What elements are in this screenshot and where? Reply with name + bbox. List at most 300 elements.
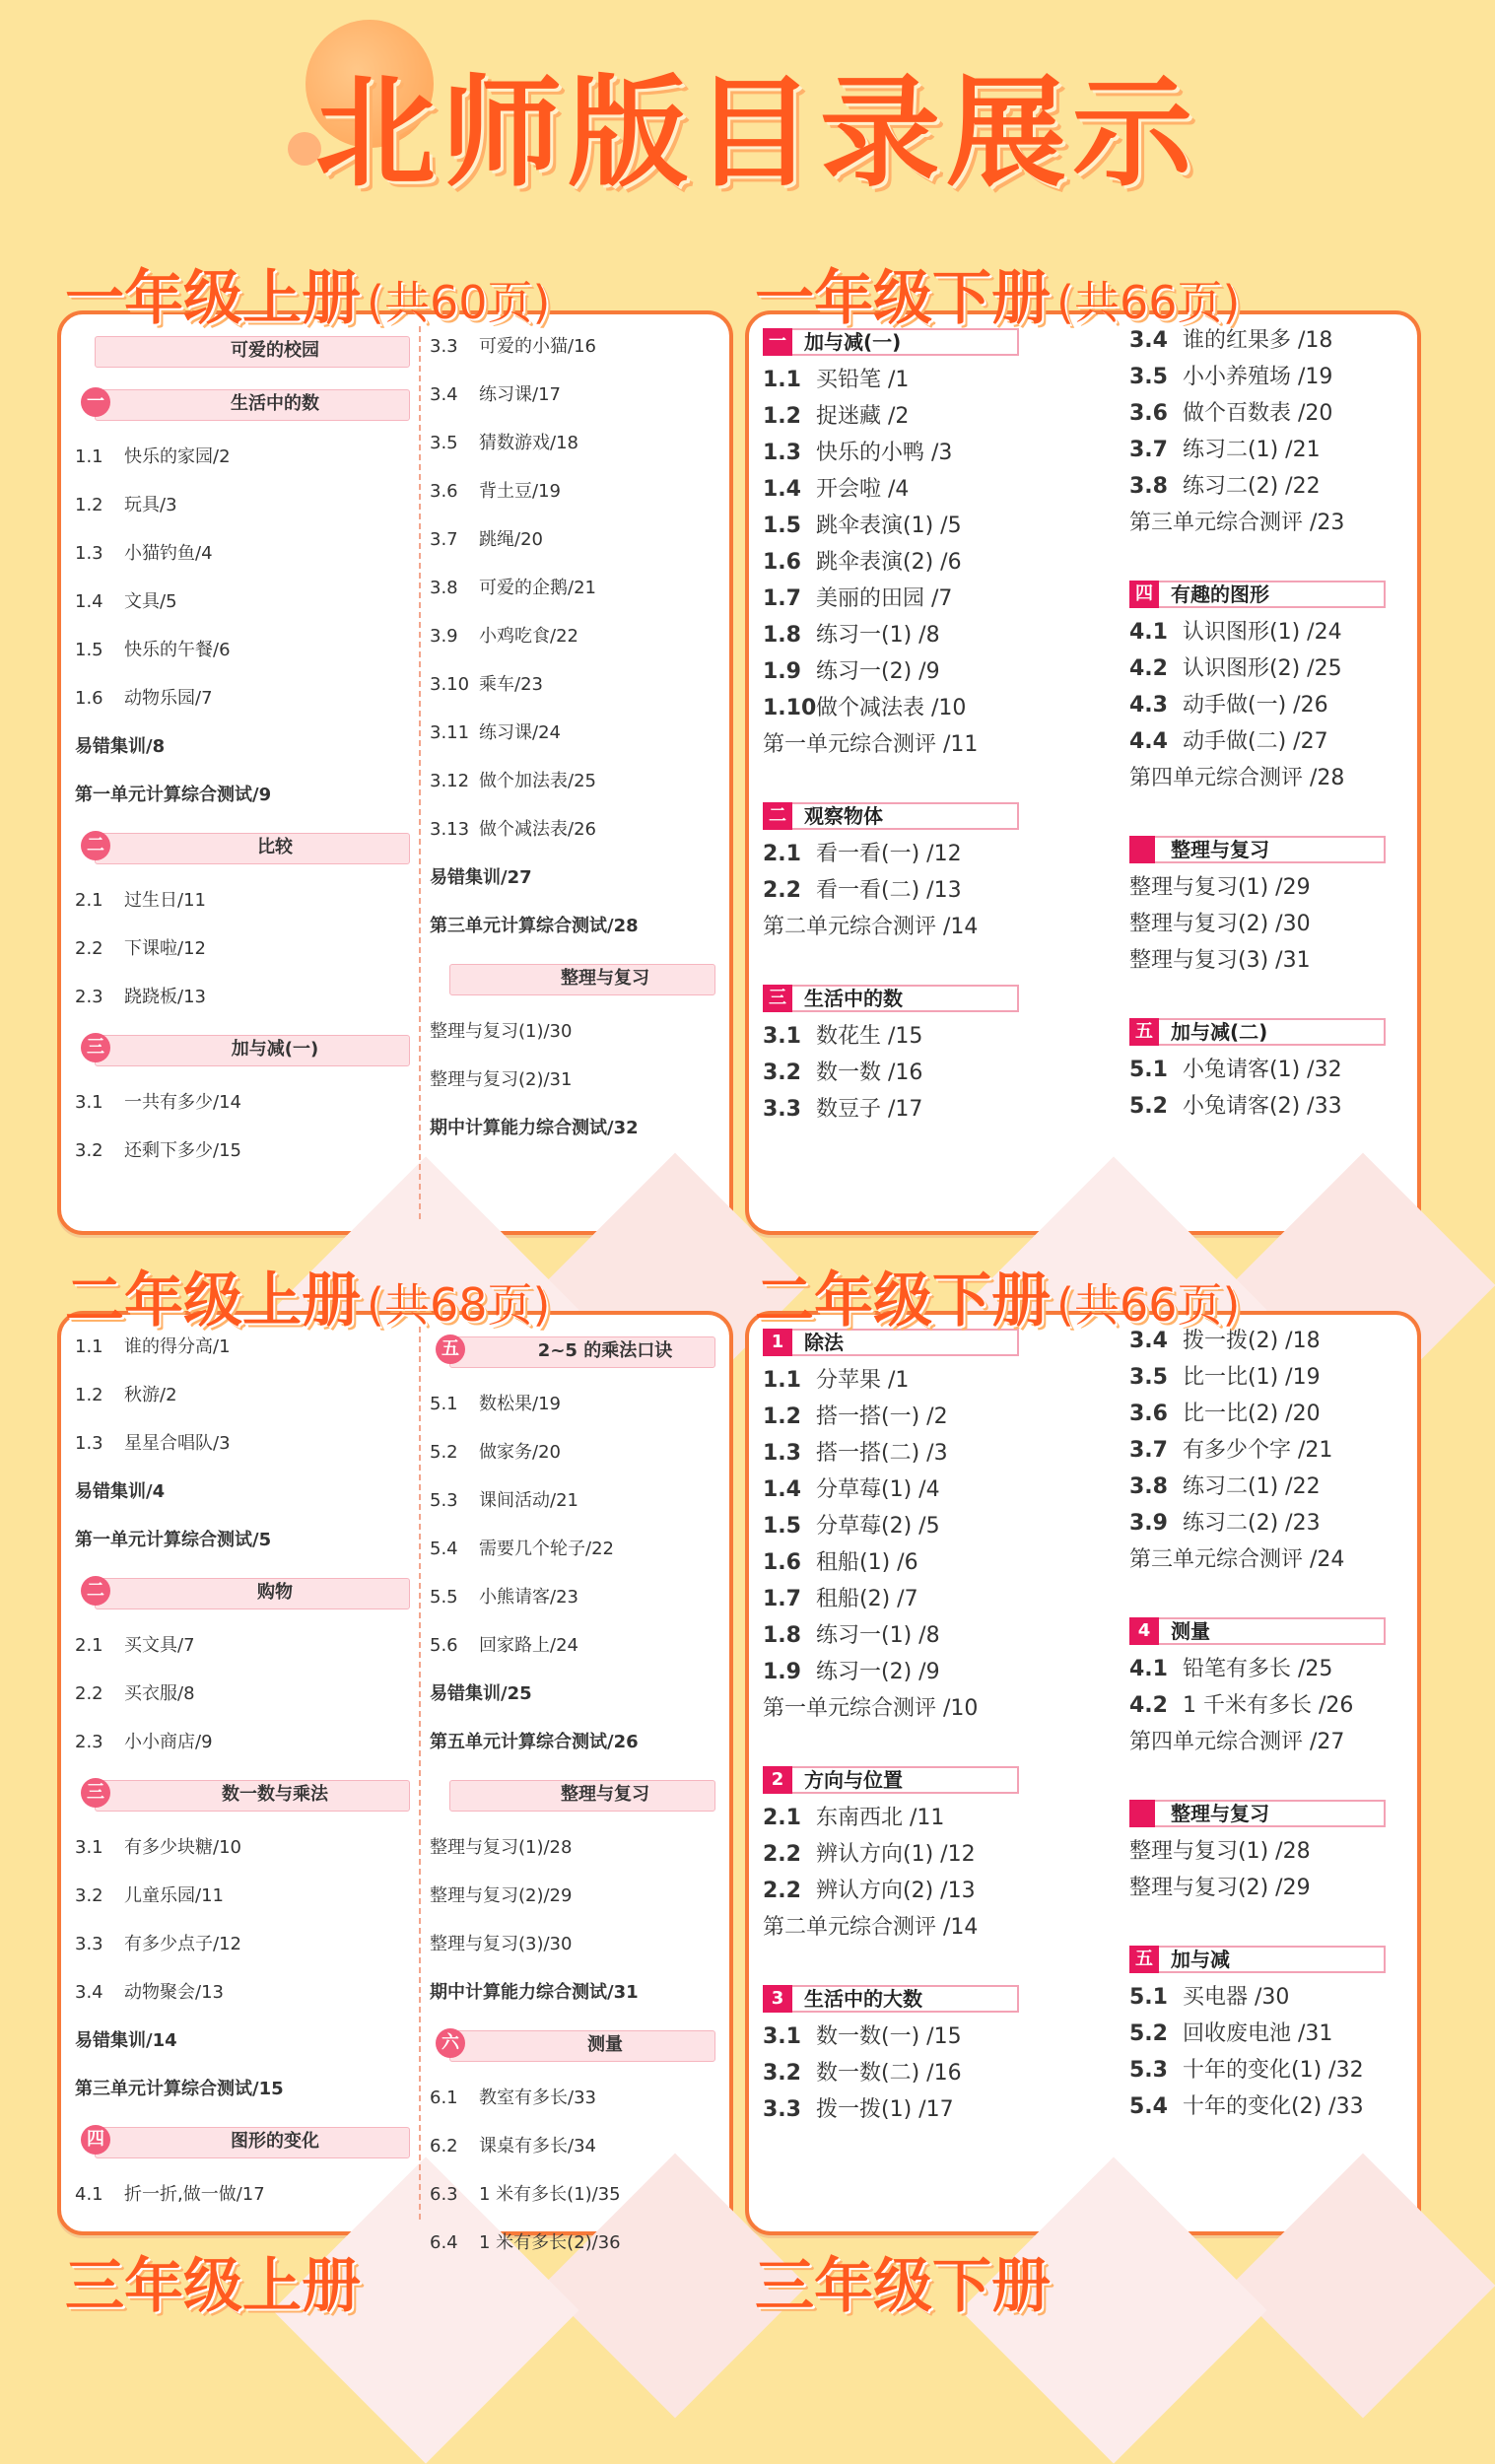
toc-entry (75, 1872, 410, 1920)
lesson-title-page: 数一数 /16 (816, 1061, 923, 1085)
toc-entry (1129, 1724, 1405, 1760)
lesson-number: 1.3 (75, 1433, 103, 1454)
toc-entry (763, 581, 1118, 617)
lesson-number: 1.10 (763, 696, 817, 720)
lesson-title-page: 玩具/3 (124, 495, 177, 515)
panel-title-text: 一年级下册 (755, 264, 1051, 333)
toc-entry (430, 1476, 715, 1525)
toc-entry (763, 909, 1118, 945)
unit-header (763, 1764, 1019, 1794)
toc-entry (75, 1468, 410, 1516)
lesson-title-page: 买衣服/8 (124, 1683, 195, 1704)
panel-page-count: (共68页) (367, 1278, 551, 1332)
unit-header-bar (763, 802, 1019, 830)
lesson-title-page: 第二单元综合测评 /14 (763, 915, 979, 939)
lesson-title-page: 整理与复习(2)/29 (430, 1885, 573, 1906)
panel-title-text: 二年级上册 (65, 1266, 361, 1335)
lesson-title-page: 跷跷板/13 (124, 987, 206, 1007)
lesson-title-page: 搭一搭(一) /2 (816, 1404, 948, 1429)
toc-entry (763, 1091, 1118, 1128)
toc-entry (763, 617, 1118, 653)
toc-entry (763, 1873, 1118, 1909)
toc-entry (430, 1968, 715, 2017)
toc-entry (1129, 614, 1405, 650)
panel-page-count: (共60页) (367, 276, 551, 329)
toc-entry (75, 1516, 410, 1564)
toc-entry (75, 529, 410, 578)
unit-number-badge: 1 (763, 1329, 792, 1356)
lesson-number: 2.1 (763, 1806, 801, 1830)
toc-entry (763, 1399, 1118, 1435)
lesson-title-page: 练习一(2) /9 (816, 1660, 940, 1684)
toc-entry (763, 435, 1118, 471)
unit-header (1129, 1798, 1386, 1827)
lesson-title-page: 第三单元计算综合测试/28 (430, 916, 639, 936)
lesson-number: 3.9 (1129, 1511, 1168, 1536)
lesson-number: 3.1 (763, 2024, 801, 2049)
lesson-number: 5.2 (430, 1442, 458, 1463)
toc-entry (430, 1872, 715, 1920)
lesson-title-page: 儿童乐园/11 (124, 1885, 224, 1906)
lesson-title-page: 易错集训/25 (430, 1683, 532, 1704)
lesson-number: 4.3 (1129, 693, 1168, 718)
toc-entry (763, 1018, 1118, 1055)
toc-entry (1129, 1979, 1405, 2016)
lesson-number: 3.6 (1129, 401, 1168, 426)
lesson-title-page: 第一单元计算综合测试/9 (75, 785, 272, 805)
unit-number-badge: 一 (81, 387, 110, 417)
lesson-number: 4.1 (1129, 1657, 1168, 1681)
toc-column-right (430, 322, 715, 1152)
lesson-number: 1.3 (763, 441, 801, 465)
lesson-title-page: 过生日/11 (124, 890, 206, 911)
toc-panel-grade1-vol2 (745, 310, 1421, 1235)
lesson-title-page: 易错集训/8 (75, 736, 166, 757)
lesson-number: 1.8 (763, 623, 801, 648)
page-title: 北师版目录展示 (315, 63, 1198, 203)
lesson-title-page: 看一看(一) /12 (816, 842, 962, 866)
lesson-title-page: 小兔请客(2) /33 (1183, 1094, 1342, 1119)
toc-entry (1129, 1833, 1405, 1870)
lesson-number: 5.5 (430, 1587, 458, 1608)
toc-entry (75, 876, 410, 924)
unit-number-badge: 二 (81, 1576, 110, 1606)
toc-entry (75, 2170, 410, 2219)
lesson-title-page: 租船(2) /7 (816, 1587, 918, 1611)
unit-title: 整理与复习 (1171, 838, 1269, 861)
lesson-title-page: 有多少块糖/10 (124, 1837, 241, 1858)
lesson-number: 2.2 (763, 1842, 801, 1867)
lesson-title-page: 小兔请客(1) /32 (1183, 1058, 1342, 1082)
toc-entry (75, 1621, 410, 1670)
toc-entry (1129, 1432, 1405, 1469)
lesson-number: 2.1 (75, 1635, 103, 1656)
lesson-number: 2.2 (75, 1683, 103, 1704)
lesson-title-page: 第三单元计算综合测试/15 (75, 2079, 284, 2099)
toc-entry (763, 1836, 1118, 1873)
unit-title: 整理与复习 (561, 1784, 649, 1805)
lesson-title-page: 买电器 /30 (1183, 1985, 1290, 2010)
lesson-title-page: 分草莓(2) /5 (816, 1514, 940, 1539)
unit-header (81, 381, 410, 429)
lesson-title-page: 1 千米有多长 /26 (1183, 1693, 1354, 1718)
lesson-title-page: 拨一拨(1) /17 (816, 2097, 954, 2122)
lesson-title-page: 东南西北 /11 (816, 1806, 945, 1830)
lesson-title-page: 折一折,做一做/17 (124, 2184, 265, 2205)
lesson-title-page: 一共有多少/14 (124, 1092, 241, 1113)
panel-page-count: (共66页) (1056, 1278, 1241, 1332)
toc-entry (1129, 760, 1405, 796)
lesson-number: 1.8 (763, 1623, 801, 1648)
lesson-title-page: 动物乐园/7 (124, 688, 213, 709)
lesson-number: 5.1 (1129, 1985, 1168, 2010)
lesson-title-page: 小小商店/9 (124, 1732, 213, 1752)
lesson-title-page: 第四单元综合测评 /27 (1129, 1730, 1345, 1754)
lesson-number: 3.3 (75, 1934, 103, 1954)
lesson-title-page: 期中计算能力综合测试/32 (430, 1118, 639, 1138)
unit-title: 整理与复习 (561, 968, 649, 989)
unit-title: 生活中的数 (804, 987, 903, 1010)
unit-number-badge: 4 (1129, 1617, 1159, 1645)
toc-entry (430, 612, 715, 660)
unit-header (436, 2022, 715, 2070)
toc-entry (1129, 2088, 1405, 2125)
toc-entry (430, 1428, 715, 1476)
toc-entry (75, 1127, 410, 1175)
unit-header (763, 800, 1019, 830)
lesson-number: 5.1 (430, 1394, 458, 1414)
lesson-number: 5.2 (1129, 2021, 1168, 2046)
lesson-title-page: 谁的得分高/1 (124, 1336, 231, 1357)
toc-entry (430, 1007, 715, 1056)
lesson-number: 1.2 (763, 404, 801, 429)
lesson-number: 3.8 (430, 578, 458, 598)
lesson-title-page: 还剩下多少/15 (124, 1140, 241, 1161)
unit-number-badge (1129, 1800, 1155, 1827)
lesson-title-page: 分苹果 /1 (816, 1368, 910, 1393)
unit-title: 图形的变化 (231, 2131, 319, 2152)
lesson-number: 1.2 (75, 495, 103, 515)
lesson-number: 4.1 (1129, 620, 1168, 645)
lesson-title-page: 练习二(2) /22 (1183, 474, 1321, 499)
toc-entry (430, 2074, 715, 2122)
unit-number-badge: 五 (1129, 1018, 1159, 1046)
toc-entry (1129, 1651, 1405, 1687)
lesson-number: 3.5 (1129, 365, 1168, 389)
unit-header (81, 1027, 410, 1074)
lesson-title-page: 跳伞表演(2) /6 (816, 550, 962, 575)
toc-entry (75, 1718, 410, 1766)
toc-entry (763, 1544, 1118, 1581)
lesson-number: 1.5 (763, 1514, 801, 1539)
lesson-title-page: 数松果/19 (479, 1394, 561, 1414)
lesson-number: 4.2 (1129, 1693, 1168, 1718)
unit-title: 测量 (1171, 1619, 1210, 1643)
unit-title: 加与减(一) (231, 1039, 319, 1060)
unit-number-badge: 三 (763, 985, 792, 1012)
lesson-title-page: 十年的变化(1) /32 (1183, 2058, 1364, 2083)
lesson-title-page: 动手做(二) /27 (1183, 729, 1328, 754)
toc-entry (75, 722, 410, 771)
toc-column-right (1129, 1323, 1405, 2125)
lesson-number: 1.4 (763, 477, 801, 502)
section-spacer (1129, 1578, 1405, 1611)
lesson-number: 3.1 (763, 1024, 801, 1049)
toc-entry (763, 726, 1118, 763)
lesson-number: 6.2 (430, 2136, 458, 2156)
lesson-title-page: 小熊请客/23 (479, 1587, 578, 1608)
lesson-number: 3.1 (75, 1837, 103, 1858)
toc-entry (1129, 723, 1405, 760)
lesson-number: 3.5 (430, 433, 458, 453)
toc-entry (430, 757, 715, 805)
lesson-title-page: 1 米有多长(2)/36 (479, 2232, 621, 2253)
lesson-number: 5.4 (430, 1539, 458, 1559)
panel-title-text: 二年级下册 (755, 1266, 1051, 1335)
lesson-title-page: 买铅笔 /1 (816, 368, 910, 392)
toc-entry (75, 1670, 410, 1718)
lesson-title-page: 整理与复习(1)/30 (430, 1021, 573, 1042)
lesson-title-page: 整理与复习(1) /28 (1129, 1839, 1311, 1864)
lesson-number: 5.4 (1129, 2094, 1168, 2119)
toc-entry (1129, 2016, 1405, 2052)
lesson-number: 3.6 (430, 481, 458, 502)
lesson-number: 1.6 (75, 688, 103, 709)
unit-header (81, 1570, 410, 1617)
unit-header (81, 2119, 410, 2166)
lesson-title-page: 快乐的小鸭 /3 (816, 441, 953, 465)
lesson-title-page: 跳绳/20 (479, 529, 543, 550)
unit-title: 加与减 (1171, 1948, 1230, 1971)
panel-title-grade3-vol2: 三年级下册 (755, 2252, 1051, 2321)
lesson-title-page: 开会啦 /4 (816, 477, 910, 502)
toc-entry (763, 1055, 1118, 1091)
toc-entry (1129, 869, 1405, 906)
lesson-number: 2.3 (75, 1732, 103, 1752)
toc-column-left (763, 322, 1118, 1128)
lesson-number: 3.7 (1129, 438, 1168, 462)
lesson-title-page: 小鸡吃食/22 (479, 626, 578, 647)
lesson-title-page: 整理与复习(1) /29 (1129, 875, 1311, 900)
toc-entry (430, 1104, 715, 1152)
lesson-title-page: 辨认方向(2) /13 (816, 1879, 976, 1903)
toc-entry (75, 481, 410, 529)
lesson-title-page: 数豆子 /17 (816, 1097, 923, 1122)
toc-entry (430, 1525, 715, 1573)
toc-entry (430, 2219, 715, 2267)
toc-entry (430, 2170, 715, 2219)
toc-entry (75, 1823, 410, 1872)
unit-number-badge: 3 (763, 1985, 792, 2013)
toc-entry (763, 508, 1118, 544)
toc-column-left (763, 1323, 1118, 2128)
lesson-number: 3.12 (430, 771, 470, 791)
lesson-number: 3.2 (75, 1885, 103, 1906)
lesson-number: 3.5 (1129, 1365, 1168, 1390)
toc-entry (430, 660, 715, 709)
lesson-title-page: 文具/5 (124, 591, 177, 612)
lesson-title-page: 动手做(一) /26 (1183, 693, 1328, 718)
panel-title-grade2-vol1 (65, 1266, 550, 1339)
lesson-title-page: 练习一(1) /8 (816, 623, 940, 648)
unit-header (81, 825, 410, 872)
lesson-title-page: 星星合唱队/3 (124, 1433, 231, 1454)
lesson-title-page: 整理与复习(2) /29 (1129, 1876, 1311, 1900)
lesson-title-page: 第三单元综合测评 /23 (1129, 511, 1345, 535)
lesson-number: 3.8 (1129, 1474, 1168, 1499)
unit-title: 方向与位置 (804, 1768, 903, 1792)
lesson-number: 1.1 (763, 1368, 801, 1393)
lesson-title-page: 比一比(1) /19 (1183, 1365, 1321, 1390)
lesson-title-page: 练习课/17 (479, 384, 561, 405)
lesson-number: 2.3 (75, 987, 103, 1007)
toc-entry (75, 674, 410, 722)
lesson-title-page: 捉迷藏 /2 (816, 404, 910, 429)
lesson-number: 4.2 (1129, 656, 1168, 681)
panel-title-grade3-vol1: 三年级上册 (65, 2252, 361, 2321)
lesson-number: 1.3 (763, 1441, 801, 1466)
toc-entry (75, 973, 410, 1021)
toc-entry (430, 1920, 715, 1968)
toc-entry (763, 1472, 1118, 1508)
unit-number-badge: 二 (763, 802, 792, 830)
unit-title: 测量 (587, 2034, 623, 2055)
toc-entry (75, 433, 410, 481)
lesson-number: 3.2 (763, 1061, 801, 1085)
lesson-number: 3.2 (763, 2061, 801, 2086)
toc-entry (1129, 1359, 1405, 1396)
section-spacer (1129, 979, 1405, 1012)
toc-entry (75, 1078, 410, 1127)
toc-entry (75, 1371, 410, 1419)
unit-number-badge: 六 (436, 2028, 465, 2058)
lesson-title-page: 做个减法表 /10 (816, 696, 967, 720)
toc-entry (1129, 359, 1405, 395)
lesson-number: 3.7 (1129, 1438, 1168, 1463)
lesson-title-page: 可爱的企鹅/21 (479, 578, 596, 598)
lesson-title-page: 第一单元综合测评 /10 (763, 1696, 979, 1721)
toc-entry (763, 1581, 1118, 1617)
unit-header (1129, 579, 1386, 608)
section-spacer (763, 763, 1118, 796)
toc-entry (1129, 468, 1405, 505)
toc-entry (75, 924, 410, 973)
lesson-title-page: 十年的变化(2) /33 (1183, 2094, 1364, 2119)
lesson-number: 1.1 (75, 446, 103, 467)
toc-entry (1129, 687, 1405, 723)
lesson-number: 1.1 (763, 368, 801, 392)
lesson-title-page: 猜数游戏/18 (479, 433, 578, 453)
toc-entry (430, 1718, 715, 1766)
unit-title: 生活中的大数 (804, 1987, 922, 2011)
unit-title: 比较 (257, 837, 293, 857)
lesson-title-page: 看一看(二) /13 (816, 878, 962, 903)
lesson-title-page: 第五单元计算综合测试/26 (430, 1732, 639, 1752)
lesson-title-page: 数花生 /15 (816, 1024, 923, 1049)
toc-column-left (75, 1323, 410, 2219)
toc-entry (1129, 1541, 1405, 1578)
lesson-number: 2.2 (763, 1879, 801, 1903)
toc-entry (763, 362, 1118, 398)
panel-title-text: 一年级上册 (65, 264, 361, 333)
unit-header (1129, 1615, 1386, 1645)
lesson-number: 1.4 (75, 591, 103, 612)
toc-entry (430, 467, 715, 515)
lesson-title-page: 回收废电池 /31 (1183, 2021, 1333, 2046)
toc-entry (763, 1654, 1118, 1690)
toc-entry (430, 1056, 715, 1104)
unit-title: 加与减(一) (804, 330, 902, 354)
lesson-title-page: 练习一(2) /9 (816, 659, 940, 684)
toc-entry (1129, 942, 1405, 979)
lesson-title-page: 易错集训/4 (75, 1481, 166, 1502)
toc-entry (763, 2091, 1118, 2128)
toc-entry (1129, 906, 1405, 942)
lesson-number: 3.8 (1129, 474, 1168, 499)
toc-entry (763, 1508, 1118, 1544)
toc-entry (75, 2017, 410, 2065)
toc-entry (430, 902, 715, 950)
unit-header (436, 956, 715, 1003)
toc-panel-grade2-vol1 (57, 1311, 733, 2253)
lesson-number: 6.3 (430, 2184, 458, 2205)
toc-entry (75, 578, 410, 626)
unit-number-badge: 五 (436, 1335, 465, 1364)
unit-number-badge (1129, 836, 1155, 863)
lesson-number: 3.2 (75, 1140, 103, 1161)
lesson-number: 4.4 (1129, 729, 1168, 754)
section-spacer (1129, 1760, 1405, 1794)
toc-entry (763, 2055, 1118, 2091)
lesson-title-page: 整理与复习(2) /30 (1129, 912, 1311, 936)
toc-entry (430, 1573, 715, 1621)
lesson-number: 3.13 (430, 819, 470, 840)
unit-header (1129, 1016, 1386, 1046)
lesson-number: 1.9 (763, 659, 801, 684)
lesson-title-page: 小小养殖场 /19 (1183, 365, 1333, 389)
toc-entry (1129, 432, 1405, 468)
toc-entry (75, 1419, 410, 1468)
lesson-title-page: 有多少个字 /21 (1183, 1438, 1333, 1463)
lesson-number: 3.3 (763, 1097, 801, 1122)
lesson-title-page: 下课啦/12 (124, 938, 206, 959)
lesson-title-page: 做家务/20 (479, 1442, 561, 1463)
lesson-title-page: 拨一拨(2) /18 (1183, 1329, 1321, 1353)
unit-number-badge: 五 (1129, 1946, 1159, 1973)
lesson-number: 1.1 (75, 1336, 103, 1357)
lesson-title-page: 练习二(1) /22 (1183, 1474, 1321, 1499)
lesson-title-page: 练习二(2) /23 (1183, 1511, 1321, 1536)
lesson-title-page: 教室有多长/33 (479, 2088, 596, 2108)
toc-entry (1129, 2052, 1405, 2088)
toc-entry (75, 1920, 410, 1968)
lesson-number: 3.4 (75, 1982, 103, 2003)
toc-entry (1129, 650, 1405, 687)
panel-title-grade1-vol1 (65, 264, 550, 337)
unit-title: 有趣的图形 (1171, 582, 1269, 606)
lesson-number: 2.1 (75, 890, 103, 911)
lesson-title-page: 小猫钓鱼/4 (124, 543, 213, 564)
toc-entry (763, 1690, 1118, 1727)
lesson-title-page: 分草莓(1) /4 (816, 1477, 940, 1502)
lesson-title-page: 课桌有多长/34 (479, 2136, 596, 2156)
toc-entry (763, 872, 1118, 909)
lesson-number: 3.4 (1129, 1329, 1168, 1353)
unit-number-badge: 2 (763, 1766, 792, 1794)
unit-title: 购物 (257, 1582, 293, 1603)
unit-title: 加与减(二) (1171, 1020, 1268, 1044)
unit-header (1129, 1944, 1386, 1973)
